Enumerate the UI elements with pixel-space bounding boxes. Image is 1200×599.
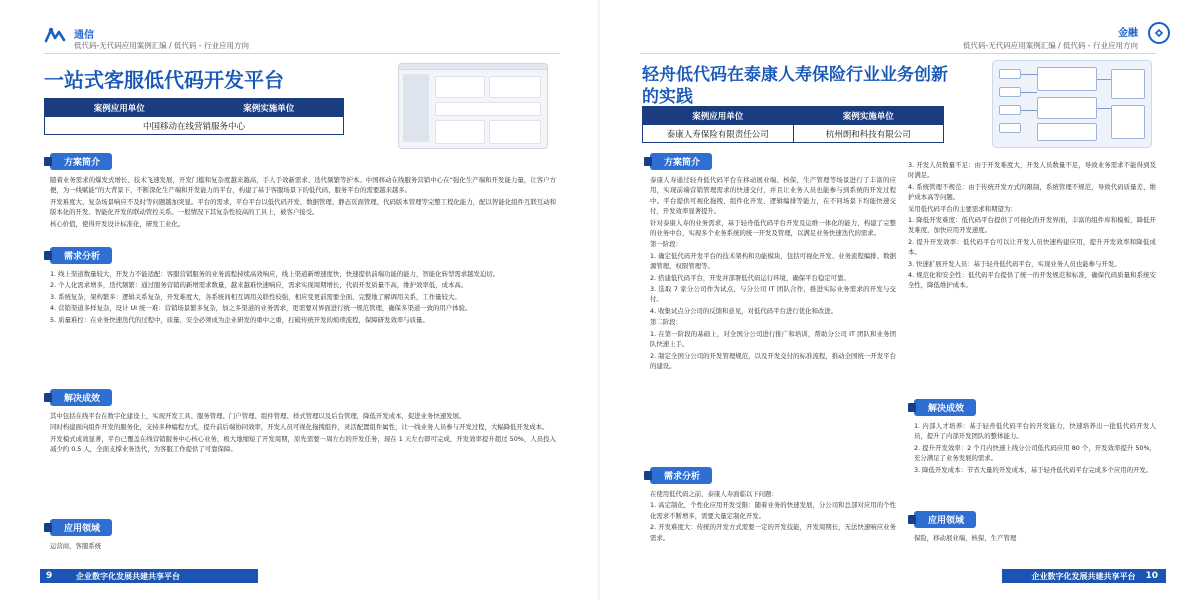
section-heading: 解决成效 xyxy=(50,389,112,406)
table-header-implementer: 案例实施单位 xyxy=(793,107,944,125)
target-icon xyxy=(1148,22,1170,44)
section-domain xyxy=(50,516,556,552)
list-item: 1. 确定低代码开发平台的技术架构和功能模块，包括可视化开发、业务流程编排、数据源管理、权限管理等。 xyxy=(650,251,896,271)
list-item: 3. 选取 7 家分公司作为试点，与分公司 IT 团队合作，推进实际业务需求的开发与交付。 xyxy=(650,285,896,304)
category-label: 通信 xyxy=(74,30,94,41)
section-heading: 解决成效 xyxy=(914,399,976,416)
section-requirements-cont xyxy=(908,160,1156,292)
table-cell-unit: 中国移动在线营销服务中心 xyxy=(45,117,344,135)
section-heading: 方案简介 xyxy=(50,153,112,170)
section-domain xyxy=(914,508,1156,544)
list-item: 1. 线上渠道数量较大，开发力不能适配：客服营销服务的业务流程持续高效响应，线上渠道新增速度快，快速提供前端功能的能力，智能化转型需求越发迫切。 xyxy=(50,270,500,278)
breadcrumb: 低代码-无代码应用案例汇编 / 低代码 - 行业应用方向 xyxy=(74,41,249,50)
paragraph: 运营商，客服系统 xyxy=(50,542,102,550)
paragraph: 针对泰康人寿的业务需求，基于轻舟低代码平台开发及运维一体化的能力，构建了完整的业务中台，实现多个业务系统的统一开发及管理，以满足业务快速迭代的需求。 xyxy=(650,218,896,238)
table-header-applicant: 案例应用单位 xyxy=(45,99,195,117)
section-heading: 需求分析 xyxy=(50,247,112,264)
paragraph: 其中包括在线平台在数字化建设上，实现开发工具、服务管理、门户管理、组件管理、样式管理以及后台管理，降低开发成本，促进业务快速发展。 xyxy=(50,412,466,420)
footer-text: 企业数字化发展共建共享平台 xyxy=(76,571,180,581)
platform-screenshot-image xyxy=(398,63,548,149)
section-intro xyxy=(50,150,556,230)
list-item: 1. 高定制化，个性化应用开发受限：随着业务的快速发展，分公司和总部对应用的个性化需求不断增多，需要大量定制化开发。 xyxy=(650,501,896,520)
table-header-implementer: 案例实施单位 xyxy=(194,99,344,117)
category-label: 金融 xyxy=(1118,28,1138,39)
footer-text: 企业数字化发展共建共享平台 xyxy=(1031,571,1136,581)
list-item: 2. 制定全国分公司的开发管理规范，以及开发交付的标准流程，推动全国统一开发平台的建设。 xyxy=(650,351,896,370)
list-item: 3. 降低开发成本：节省大量的开发成本，基于轻舟低代码平台完成多个应用的开发。 xyxy=(914,465,1153,474)
list-item: 1. 在第一阶段的基础上，对全国分公司进行推广和培训，帮助分公司 IT 团队和业务团队快速上手。 xyxy=(650,329,896,349)
section-requirements xyxy=(650,464,896,544)
case-info-table xyxy=(642,106,944,143)
paragraph: 随着业务需求的爆发式增长、技术飞速发展，开发门槛和复杂度越来越高，手人手效新需求、迭代频繁等护本。中国移动在线服务营销中心在“强化生产端和开发能力量，让客户方便，为一线赋能”的大背景下，不断深化生产端和开发能力的平台，构建了基于客服场景下的低代码、服务平台的需要越来越多。 xyxy=(50,176,556,195)
section-results xyxy=(50,386,556,456)
footer-bar xyxy=(1002,569,1166,583)
list-item: 3. 系统复杂，架构繁多：逻辑关系复杂，开发难度大，各系统间相互调用关联性较强，相应变更前需要全面、完整地了解调用关系，工作量较大。 xyxy=(50,292,461,301)
section-intro xyxy=(650,150,896,372)
breadcrumb: 低代码-无代码应用案例汇编 / 低代码 - 行业应用方向 xyxy=(963,41,1138,50)
table-cell-implementer: 杭州朗和科技有限公司 xyxy=(793,125,944,143)
paragraph: 在使用低代码之前，泰康人寿面临以下问题： xyxy=(650,490,778,498)
list-item: 2. 提升开发效率：2 个月内快速上线分公司低代码应用 80 个，开发效率提升 50%，充分满足了业务发展的需求。 xyxy=(914,443,1156,463)
header-divider xyxy=(640,53,1156,54)
list-item: 1. 降低开发难度：低代码平台提供了可视化的开发界面，丰富的组件库和模板，降低开发难度，加快应用开发速度。 xyxy=(908,216,1156,235)
footer-bar xyxy=(40,569,258,583)
list-item: 3. 快速扩展开发人员：基于轻舟低代码平台，实现业务人员也能参与开发。 xyxy=(908,259,1121,268)
paragraph: 同时构建面向组件开发的服务化，支持多种编程方式，提升前后端协同效率，开发人员可视化拖拽组件，灵活配置组件属性，让一线业务人员参与开发过程，大幅降低开发成本。 xyxy=(50,423,549,432)
list-item: 1. 内部人才培养：基于轻舟低代码平台的开发能力，快速培养出一批低代码开发人员，提升了内部开发团队的整体能力。 xyxy=(914,422,1156,441)
table-header-applicant: 案例应用单位 xyxy=(643,107,794,125)
paragraph: 核心价值，使得开发设计标准化，研发工业化。 xyxy=(50,219,185,228)
list-item: 4. 收集试点分公司的反馈和意见，对低代码平台进行优化和改进。 xyxy=(650,306,838,315)
section-results xyxy=(914,396,1156,476)
page-number: 10 xyxy=(1145,571,1158,581)
paragraph: 保险，移动展业端，核保，生产管理 xyxy=(914,534,1017,542)
list-item: 3. 开发人员数量不足：由于开发难度大，开发人员数量不足，导致业务需求不能得到及时满足。 xyxy=(908,161,1156,180)
section-heading: 方案简介 xyxy=(650,153,712,170)
page-title: 轻舟低代码在泰康人寿保险行业业务创新的实践 xyxy=(642,65,948,107)
list-item: 2. 个人化需求增多，迭代频繁：通过服务营销的新增需求数量，越来越难快速响应，需求实现周期增长，代码开发质量不高，维护效率低，成本高。 xyxy=(50,281,468,290)
list-item: 5. 质量难控：在业务快速迭代的过程中，质量、安全必须成为企业研发的重中之重，打破传统开发的烦琐流程，保障研发效率与质量。 xyxy=(50,315,429,324)
architecture-diagram-image xyxy=(992,60,1152,148)
list-item: 2. 提升开发效率：低代码平台可以让开发人员快速构建应用，提升开发效率和降低成本。 xyxy=(908,237,1156,257)
paragraph: 开发模式成效显著，平台已覆盖在线营销服务中心核心业务，极大地缩短了开发周期，原先需要一周左右的开发任务，现在 1 天左右即可完成，开发效率提升超过 50%，人员投入减少约 0.5 人，全面支撑业务迭代，为客服工作提供了可靠保障。 xyxy=(50,434,556,454)
page-number: 9 xyxy=(46,571,53,581)
paragraph: 采用低代码平台的主要需求和期望为： xyxy=(908,204,1017,213)
paragraph: 开发难度大、复杂场景响应不及时等问题越加突显。平台的需求，平台平台以低代码开发、数据管理、静态页面管理、代码版本管理等完整工程化能力，配以智能化组件互联互动和版本化的开发、智能化开发的联动管控关系。一般情况下其复杂性较高的工具上，被客户接受。 xyxy=(50,197,556,217)
paragraph: 泰康人寿通过轻舟低代码平台在移动展业端、核保、生产管理等场景进行了丰富的应用，实现前端营销管理需求的快速交付，并且让业务人员也能参与到系统的开发过程中。平台提供可视化拖拽、组件化开发、逻辑编排等能力，在不同场景下均能快速交付，开发效率显著提升。 xyxy=(650,176,896,216)
paragraph: 第一阶段： xyxy=(650,240,682,249)
list-item: 4. 系统管理不规范：由于传统开发方式的限制，系统管理不规范，导致代码质量差、维护成本高等问题。 xyxy=(908,182,1156,202)
right-page xyxy=(600,0,1200,599)
paragraph: 第二阶段： xyxy=(650,318,682,327)
wave-logo-icon xyxy=(44,26,66,44)
page-title: 一站式客服低代码开发平台 xyxy=(44,68,284,92)
case-info-table xyxy=(44,98,344,135)
section-heading: 应用领域 xyxy=(914,511,976,528)
list-item: 2. 开发难度大：传统的开发方式需要一定的开发技能，开发周期长，无法快速响应业务需求。 xyxy=(650,523,896,542)
section-requirements xyxy=(50,244,556,326)
table-cell-applicant: 泰康人寿保险有限责任公司 xyxy=(643,125,794,143)
list-item: 2. 搭建低代码平台，开发并部署低代码运行环境，确保平台稳定可靠。 xyxy=(650,273,850,282)
section-heading: 需求分析 xyxy=(650,467,712,484)
list-item: 4. 规范化和安全性：低代码平台提供了统一的开发规范和标准，确保代码质量和系统安全性，降低维护成本。 xyxy=(908,271,1156,290)
list-item: 4. 营销渠道多样复杂，设计 UI 统一难：营销场景繁多复杂，加之多渠道的业务需求，更需要对界面进行统一规范管理，确保多渠道一致的用户体验。 xyxy=(50,304,472,313)
header-divider xyxy=(44,53,560,54)
section-heading: 应用领域 xyxy=(50,519,112,536)
